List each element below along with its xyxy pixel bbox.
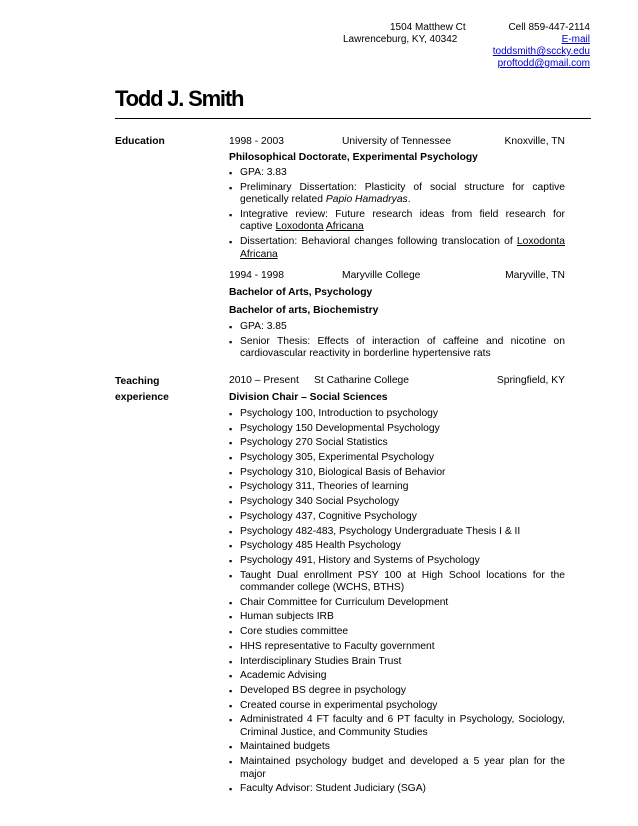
edu-1-bullets	[229, 167, 565, 261]
list-item	[229, 408, 565, 421]
edu-1-degree-text: Philosophical Doctorate, Experimental Psychology	[229, 152, 478, 163]
list-item	[229, 570, 565, 595]
bullet-text: Psychology 437, Cognitive Psychology	[240, 510, 417, 522]
edu-2-institution: Maryville College	[342, 270, 421, 282]
list-item	[229, 685, 565, 698]
list-item	[229, 481, 565, 494]
list-item	[229, 756, 565, 781]
address-line-1: 1504 Matthew Ct	[390, 22, 466, 33]
list-item	[229, 496, 565, 509]
list-item	[229, 511, 565, 524]
list-item	[229, 597, 565, 610]
list-item	[229, 641, 565, 654]
bullet-text: Interdisciplinary Studies Brain Trust	[240, 655, 402, 667]
email-link-1[interactable]: toddsmith@sccky.edu	[492, 46, 590, 57]
bullet-italic: Papio Hamadryas	[325, 194, 408, 206]
bullet-text: Administrated 4 FT faculty and 6 PT faculty in Psychology, Sociology, Criminal Justice, and Community Studies	[240, 714, 565, 738]
list-item	[229, 611, 565, 624]
teaching-location: Springfield, KY	[496, 375, 565, 386]
list-item	[229, 236, 565, 261]
list-item	[229, 182, 565, 207]
bullet-text: Psychology 270 Social Statistics	[240, 437, 388, 449]
teaching-header	[229, 374, 565, 388]
list-item	[229, 452, 565, 465]
bullet-text: Dissertation: Behavioral changes following translocation of	[240, 236, 517, 248]
bullet-text: Psychology 485 Health Psychology	[240, 540, 401, 552]
teaching-institution: St Catharine College	[314, 375, 410, 386]
list-item	[229, 526, 565, 539]
list-item	[229, 714, 565, 739]
header-divider	[115, 118, 591, 119]
list-item	[229, 626, 565, 639]
edu-2-degree-1	[229, 286, 565, 300]
list-item	[229, 167, 565, 180]
bullet-text: HHS representative to Faculty government	[240, 640, 435, 652]
bullet-underlined: Loxodonta	[516, 236, 565, 248]
bullet-text: Psychology 340 Social Psychology	[240, 496, 400, 508]
list-item	[229, 336, 565, 361]
email-label-link[interactable]: E-mail	[561, 34, 590, 45]
bullet-text: Psychology 311, Theories of learning	[240, 481, 409, 493]
list-item	[229, 540, 565, 553]
bullet-text: Taught Dual enrollment PSY 100 at High School locations for the commander college (WCHS, BTHS)	[240, 569, 565, 594]
resume-name: Todd J. Smith	[115, 86, 244, 111]
teaching-section-label-1: Teaching	[115, 376, 160, 387]
edu-2-degree-1-text: Bachelor of Arts, Psychology	[229, 287, 373, 299]
edu-1-dates: 1998 - 2003	[229, 136, 284, 147]
list-item	[229, 670, 565, 683]
bullet-text: Psychology 310, Biological Basis of Behavior	[240, 466, 446, 478]
list-item	[229, 656, 565, 669]
edu-entry-1-header	[229, 135, 565, 149]
phone-number: Cell 859-447-2114	[508, 22, 590, 33]
list-item	[229, 783, 565, 796]
bullet-text: Created course in experimental psychology	[240, 699, 438, 711]
bullet-text: Psychology 100, Introduction to psychology	[240, 408, 439, 419]
list-item	[229, 741, 565, 754]
edu-entry-2-header	[229, 269, 565, 283]
bullet-text: Maintained psychology budget and developed a 5 year plan for the major	[240, 756, 565, 780]
education-section-label: Education	[115, 136, 165, 147]
list-item	[229, 437, 565, 450]
teaching-content	[229, 374, 565, 798]
bullet-text: Preliminary Dissertation: Plasticity of social structure for captive genetically related	[240, 181, 565, 206]
edu-1-location: Knoxville, TN	[504, 136, 565, 147]
teaching-section-label-2: experience	[115, 392, 169, 403]
bullet-text: Academic Advising	[240, 670, 327, 682]
edu-2-degree-2	[229, 304, 565, 318]
list-item	[229, 321, 565, 334]
bullet-text: Psychology 305, Experimental Psychology	[240, 452, 435, 464]
email-link-2[interactable]: proftodd@gmail.com	[497, 58, 590, 69]
address-line-2: Lawrenceburg, KY, 40342	[343, 34, 458, 45]
bullet-text: Psychology 491, History and Systems of Psychology	[240, 554, 480, 566]
bullet-text: Developed BS degree in psychology	[240, 684, 407, 696]
teaching-title-text: Division Chair – Social Sciences	[229, 392, 388, 403]
teaching-bullets	[229, 408, 565, 796]
bullet-underlined: Loxodonta	[275, 221, 324, 233]
list-item	[229, 209, 565, 234]
bullet-text: Psychology 150 Developmental Psychology	[240, 422, 440, 434]
edu-1-degree	[229, 151, 565, 165]
teaching-title	[229, 391, 565, 405]
edu-2-bullets	[229, 321, 565, 361]
bullet-underlined: Africana	[240, 248, 278, 260]
bullet-text: Faculty Advisor: Student Judiciary (SGA)	[240, 783, 426, 795]
list-item	[229, 467, 565, 480]
bullet-underlined: Africana	[325, 221, 364, 233]
education-content	[229, 135, 565, 363]
edu-2-degree-2-text: Bachelor of arts, Biochemistry	[229, 305, 379, 317]
bullet-text: Maintained budgets	[240, 741, 330, 753]
edu-1-institution: University of Tennessee	[342, 136, 452, 147]
bullet-text: .	[407, 194, 411, 206]
bullet-text: Human subjects IRB	[240, 611, 334, 623]
bullet-text: Integrative review: Future research ideas from field research for captive	[240, 208, 565, 233]
bullet-text: GPA: 3.83	[240, 167, 287, 178]
bullet-text: Core studies committee	[240, 626, 349, 638]
list-item	[229, 555, 565, 568]
bullet-text: Chair Committee for Curriculum Development	[240, 596, 449, 608]
list-item	[229, 700, 565, 713]
bullet-text: GPA: 3.85	[240, 321, 287, 333]
bullet-text: Senior Thesis: Effects of interaction of caffeine and nicotine on cardiovascular reactivity in borderline hypertensive rats	[240, 335, 565, 360]
list-item	[229, 423, 565, 436]
edu-2-dates: 1994 - 1998	[229, 270, 284, 282]
edu-2-location: Maryville, TN	[505, 270, 565, 282]
bullet-text: Psychology 482-483, Psychology Undergraduate Thesis I & II	[240, 525, 521, 537]
teaching-dates: 2010 – Present	[229, 375, 299, 386]
